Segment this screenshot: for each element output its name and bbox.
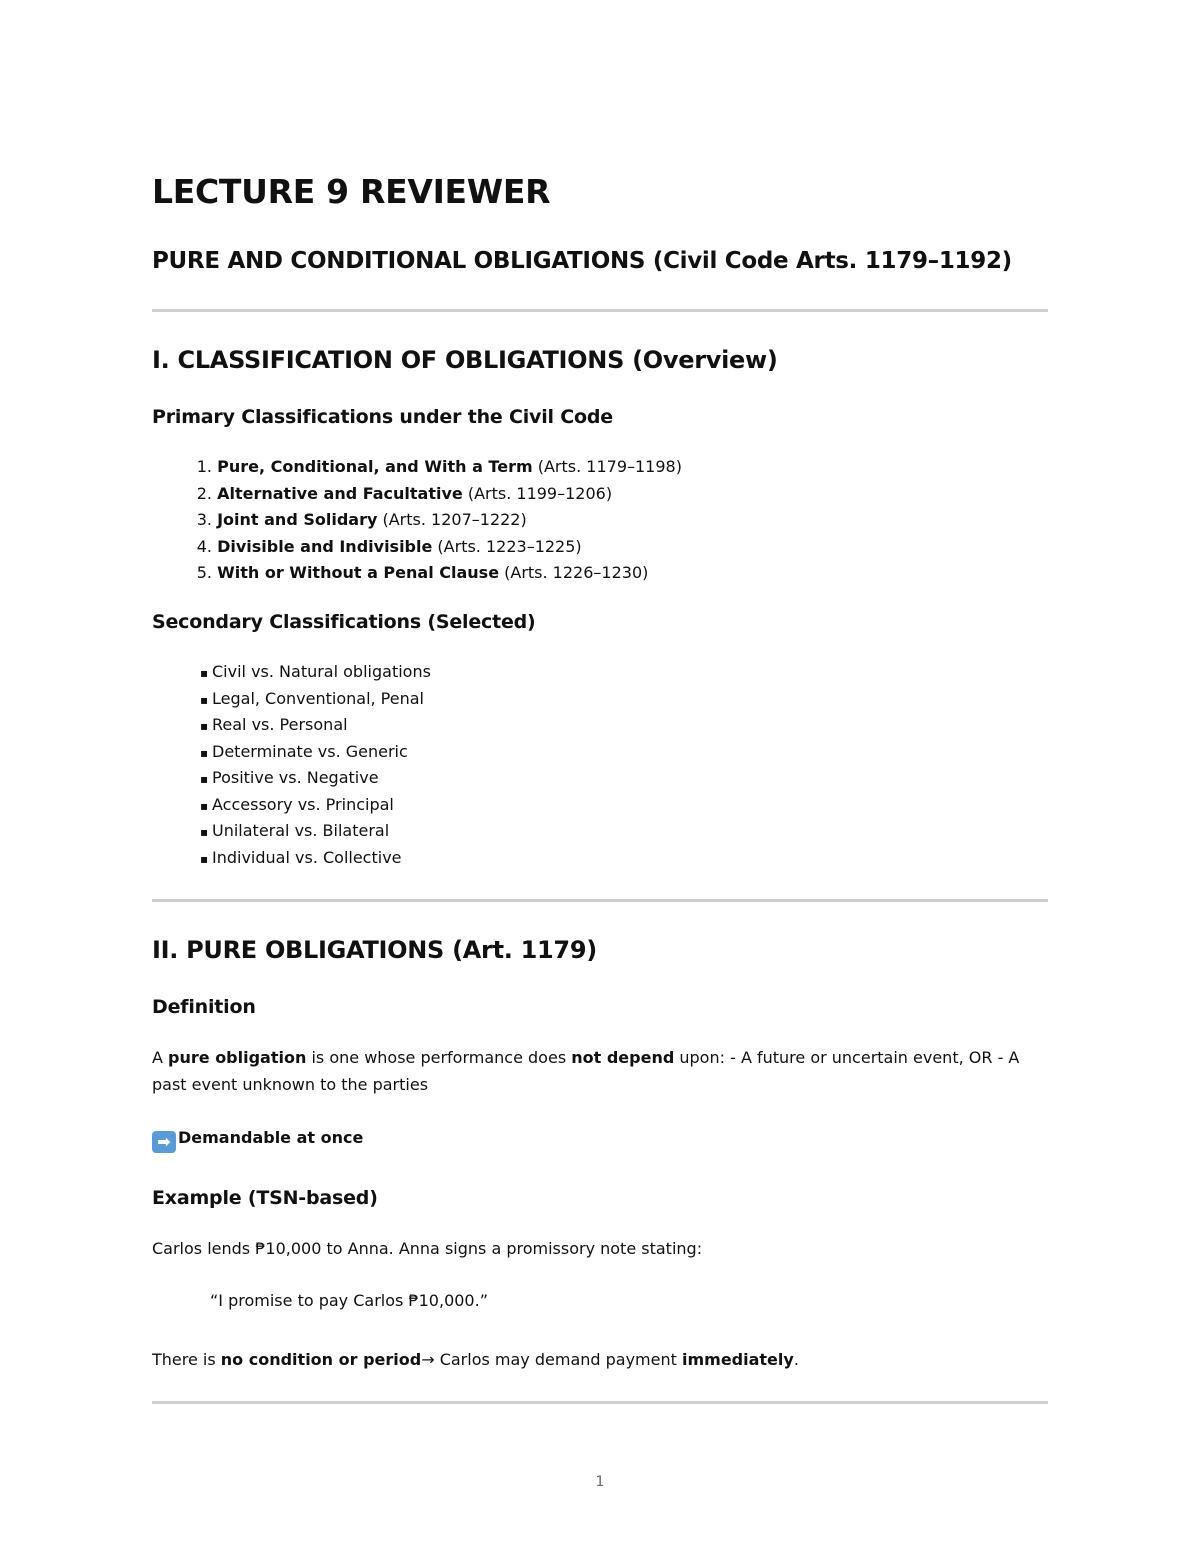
item-text: Positive vs. Negative bbox=[212, 768, 379, 787]
list-item bbox=[200, 686, 431, 713]
bullet-icon: ▪ bbox=[200, 825, 209, 839]
item-articles: (Arts. 1207–1222) bbox=[377, 510, 527, 529]
list-item bbox=[200, 659, 431, 686]
demandable-note bbox=[152, 1128, 363, 1153]
list-item bbox=[188, 560, 682, 587]
page-number: 1 bbox=[595, 1474, 605, 1490]
text-run-bold: not depend bbox=[571, 1048, 675, 1067]
item-number: 2. bbox=[196, 483, 212, 503]
definition-paragraph bbox=[152, 1044, 1048, 1098]
item-text: Real vs. Personal bbox=[212, 715, 348, 734]
example-conclusion bbox=[152, 1346, 1048, 1373]
item-text: Accessory vs. Principal bbox=[212, 794, 394, 814]
primary-classifications-list bbox=[188, 454, 682, 587]
list-item bbox=[188, 507, 682, 534]
list-item bbox=[200, 818, 431, 845]
secondary-classifications-list bbox=[200, 659, 431, 871]
document-title: LECTURE 9 REVIEWER bbox=[152, 172, 551, 211]
item-articles: (Arts. 1223–1225) bbox=[432, 536, 582, 556]
item-title: Alternative and Facultative bbox=[217, 483, 463, 503]
divider bbox=[152, 309, 1048, 312]
section-2-heading: II. PURE OBLIGATIONS (Art. 1179) bbox=[152, 936, 597, 964]
text-run-bold: no condition or period bbox=[220, 1350, 422, 1369]
text-run-bold: pure obligation bbox=[168, 1048, 307, 1067]
item-text: Determinate vs. Generic bbox=[212, 741, 408, 761]
item-text: Civil vs. Natural obligations bbox=[212, 662, 431, 681]
list-item bbox=[200, 845, 431, 872]
secondary-classifications-heading: Secondary Classifications (Selected) bbox=[152, 611, 536, 633]
text-run: is one whose performance does bbox=[306, 1048, 572, 1067]
item-title: Joint and Solidary bbox=[217, 510, 378, 529]
bullet-icon: ▪ bbox=[200, 719, 209, 733]
bullet-icon: ▪ bbox=[200, 666, 209, 680]
bullet-icon: ▪ bbox=[200, 692, 209, 707]
primary-classifications-heading: Primary Classifications under the Civil Code bbox=[152, 406, 613, 428]
text-run: There is bbox=[152, 1350, 221, 1369]
item-number: 5. bbox=[196, 563, 212, 582]
item-number: 3. bbox=[196, 510, 212, 529]
text-run-bold: immediately bbox=[681, 1350, 794, 1369]
bullet-icon: ▪ bbox=[200, 745, 209, 760]
list-item bbox=[188, 481, 682, 508]
list-item bbox=[200, 765, 431, 792]
item-articles: (Arts. 1179–1198) bbox=[532, 457, 682, 476]
definition-heading: Definition bbox=[152, 996, 256, 1018]
item-title: Divisible and Indivisible bbox=[217, 536, 433, 556]
bullet-icon: ▪ bbox=[200, 772, 209, 786]
text-run: → Carlos may demand payment bbox=[421, 1350, 682, 1369]
item-text: Legal, Conventional, Penal bbox=[212, 688, 424, 708]
example-quote: “I promise to pay Carlos ₱10,000.” bbox=[210, 1291, 488, 1310]
example-heading: Example (TSN-based) bbox=[152, 1187, 378, 1209]
item-text: Individual vs. Collective bbox=[212, 847, 402, 867]
item-number: 1. bbox=[196, 457, 212, 476]
item-text: Unilateral vs. Bilateral bbox=[212, 821, 390, 840]
divider bbox=[152, 1401, 1048, 1404]
item-title: With or Without a Penal Clause bbox=[217, 563, 500, 582]
section-1-heading: I. CLASSIFICATION OF OBLIGATIONS (Overview) bbox=[152, 346, 778, 374]
bullet-icon: ▪ bbox=[200, 851, 209, 866]
list-item bbox=[188, 454, 682, 481]
text-run: . bbox=[793, 1350, 799, 1369]
document-subtitle: PURE AND CONDITIONAL OBLIGATIONS (Civil Code Arts. 1179–1192) bbox=[152, 248, 1012, 274]
right-arrow-icon: ➡ bbox=[152, 1131, 176, 1153]
item-articles: (Arts. 1226–1230) bbox=[499, 563, 649, 582]
item-title: Pure, Conditional, and With a Term bbox=[217, 457, 533, 476]
list-item bbox=[200, 712, 431, 739]
bullet-icon: ▪ bbox=[200, 798, 209, 813]
item-articles: (Arts. 1199–1206) bbox=[462, 483, 613, 503]
demandable-text: Demandable at once bbox=[178, 1128, 364, 1147]
list-item bbox=[200, 792, 431, 819]
example-paragraph: Carlos lends ₱10,000 to Anna. Anna signs a promissory note stating: bbox=[152, 1239, 703, 1258]
text-run: A bbox=[152, 1048, 169, 1067]
divider bbox=[152, 899, 1048, 902]
list-item bbox=[200, 739, 431, 766]
list-item bbox=[188, 534, 682, 561]
item-number: 4. bbox=[196, 536, 212, 556]
text-run: upon: - A future or uncertain event, OR - A past event unknown to the parties bbox=[152, 1048, 1020, 1094]
